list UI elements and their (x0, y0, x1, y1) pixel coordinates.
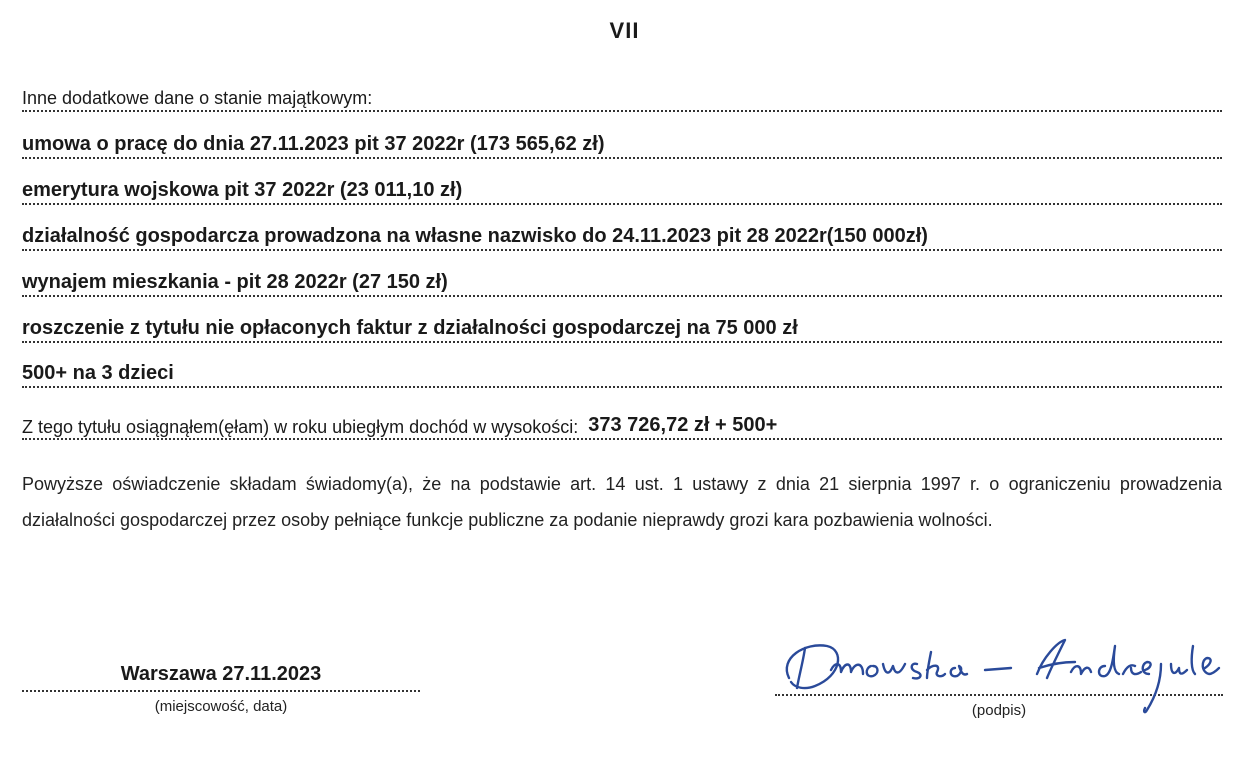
place-date-value: Warszawa 27.11.2023 (120, 663, 322, 685)
place-date-block (22, 656, 420, 715)
legal-statement: Powyższe oświadczenie składam świadomy(a), że na podstawie art. 14 ust. 1 ustawy z dnia 21 sierpnia 1997 r. o ograniczeniu prowadzenia działalności gospodarczej przez osoby pełniące funkcje publiczne za podanie nieprawdy grozi kara pozbawienia wolności. (22, 474, 1222, 530)
asset-line-text: działalność gospodarcza prowadzona na własne nazwisko do 24.11.2023 pit 28 2022r(150 000zł) (22, 225, 928, 247)
asset-line-text: emerytura wojskowa pit 37 2022r (23 011,10 zł) (22, 179, 463, 201)
asset-line-text: roszczenie z tytułu nie opłaconych faktur z działalności gospodarczej na 75 000 zł (22, 317, 798, 339)
asset-line-2 (22, 173, 1222, 205)
signature-caption: (podpis) (971, 702, 1027, 719)
place-date-field (22, 656, 420, 692)
assets-label-line (22, 80, 1222, 112)
place-date-caption: (miejscowość, data) (154, 698, 288, 715)
asset-line-6 (22, 356, 1222, 388)
income-value: 373 726,72 zł + 500+ (588, 414, 778, 436)
section-title: VII (609, 18, 640, 43)
asset-line-text: 500+ na 3 dzieci (22, 362, 174, 384)
asset-line-4 (22, 265, 1222, 297)
asset-line-text: wynajem mieszkania - pit 28 2022r (27 150 zł) (22, 271, 448, 293)
asset-line-text: umowa o pracę do dnia 27.11.2023 pit 37 2022r (173 565,62 zł) (22, 133, 605, 155)
asset-line-1 (22, 127, 1222, 159)
income-line (22, 408, 1222, 440)
signature-block (775, 660, 1223, 719)
asset-line-5 (22, 311, 1222, 343)
asset-line-3 (22, 219, 1222, 251)
handwritten-signature (775, 628, 1223, 718)
signature-field (775, 660, 1223, 696)
assets-label: Inne dodatkowe dane o stanie majątkowym: (22, 88, 373, 108)
income-label: Z tego tytułu osiągnąłem(ęłam) w roku ubiegłym dochód w wysokości: (22, 417, 579, 437)
